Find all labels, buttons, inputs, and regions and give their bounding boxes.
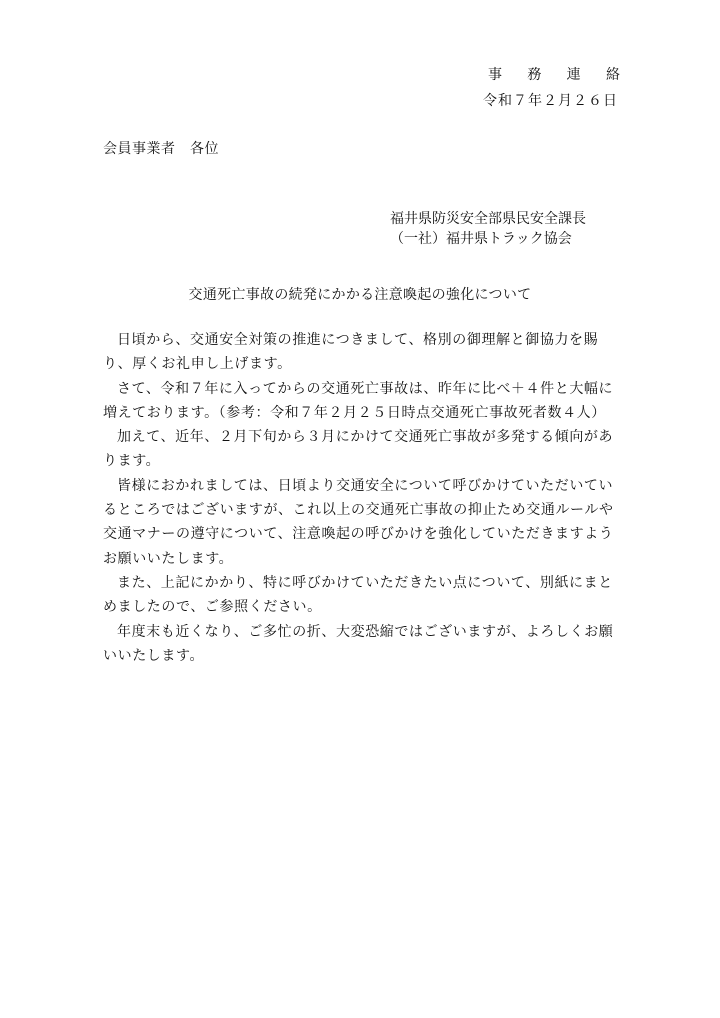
body-paragraph-3: 加えて、近年、２月下旬から３月にかけて交通死亡事故が多発する傾向があります。: [103, 429, 614, 470]
document-type-label: [488, 64, 620, 84]
sender-line-1: 福井県防災安全部県民安全課長: [390, 211, 586, 227]
subject-title: 交通死亡事故の続発にかかる注意喚起の強化について: [188, 287, 532, 303]
doc-type-char: 事: [488, 67, 502, 83]
doc-type-char: 絡: [605, 67, 620, 83]
recipient-line: 会員事業者 各位: [103, 141, 219, 157]
body-paragraph-1: 日頃から、交通安全対策の推進につきまして、格別の御理解と御協力を賜り、厚くお礼申し上げます。: [103, 332, 599, 373]
body-paragraph-4: 皆様におかれましては、日頃より交通安全について呼びかけていただいているところではございますが、これ以上の交通死亡事故の抑止ため交通ルールや交通マナーの遵守について、注意喚起の呼びかけを強化していただきますようお願いいたします。: [103, 477, 614, 567]
body-paragraph-5: また、上記にかかり、特に呼びかけていただきたい点について、別紙にまとめましたので、ご参照ください。: [103, 574, 613, 616]
doc-type-char: 連: [566, 67, 581, 83]
doc-type-char: 務: [527, 67, 542, 83]
body-paragraph-6: 年度末も近くなり、ご多忙の折、大変恐縮ではございますが、よろしくお願いいたします。: [103, 623, 614, 664]
sender-line-2: （一社）福井県トラック協会: [390, 231, 572, 247]
body-text: [103, 328, 623, 668]
sender-block: [390, 209, 586, 249]
body-paragraph-2: さて、令和７年に入ってからの交通死亡事故は、昨年に比べ＋４件と大幅に増えております。（参考：令和７年２月２５日時点交通死亡事故死者数４人）: [103, 380, 614, 421]
document-date: 令和７年２月２６日: [483, 93, 618, 109]
